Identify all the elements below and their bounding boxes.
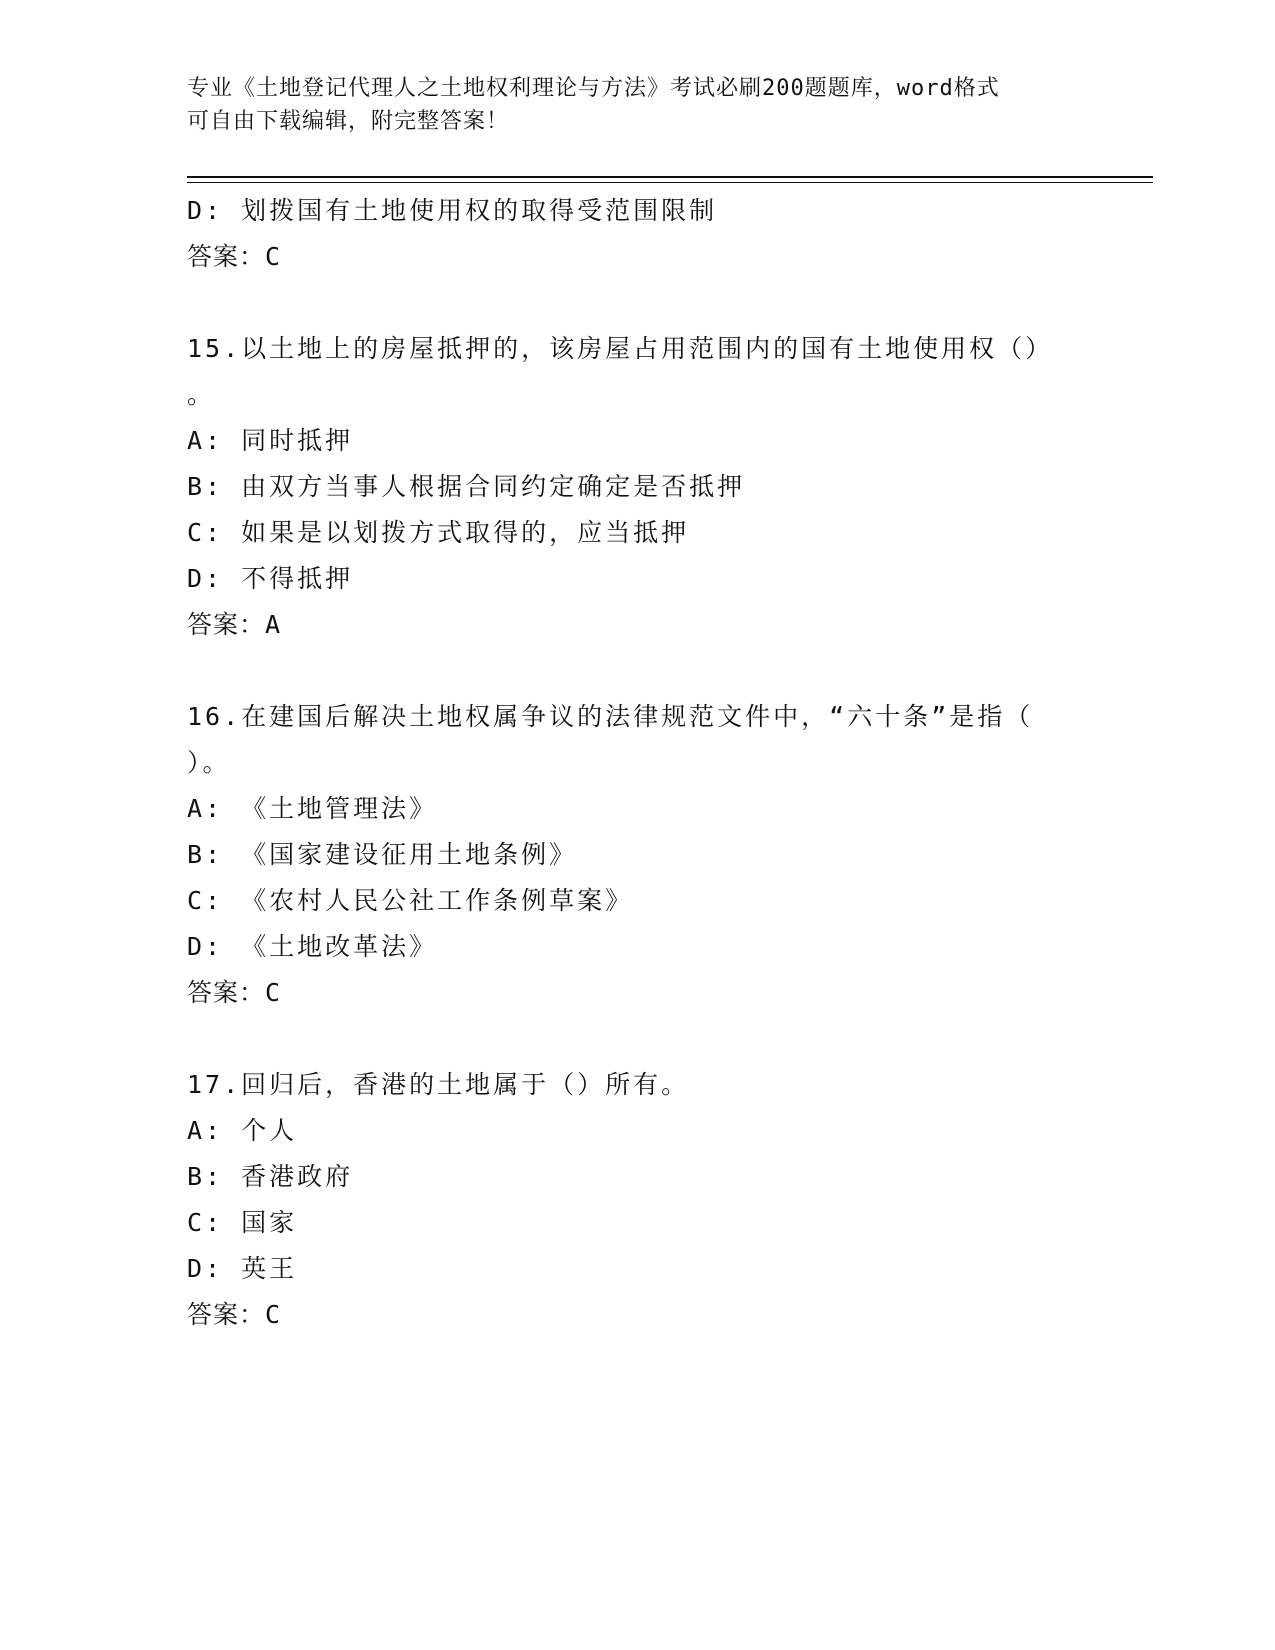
answer-line: 答案：A [187,610,282,639]
question-text: 17.回归后，香港的土地属于（）所有。 [187,1070,690,1099]
header-line-1: 专业《土地登记代理人之土地权利理论与方法》考试必刷200题题库，word格式 [187,76,1000,101]
question-15 [187,326,1087,648]
page-header [187,72,1067,138]
answer-line: 答案：C [187,242,282,271]
option-d: D: 英王 [187,1254,298,1283]
header-divider-thick [187,176,1153,178]
option-c: C: 《农村人民公社工作条例草案》 [187,886,634,915]
previous-question-tail [187,188,1087,280]
option-c: C: 如果是以划拨方式取得的，应当抵押 [187,518,690,547]
question-16 [187,694,1087,1016]
option-d: D: 划拨国有土地使用权的取得受范围限制 [187,196,718,225]
answer-line: 答案：C [187,1300,282,1329]
option-b: B: 《国家建设征用土地条例》 [187,840,578,869]
option-a: A: 同时抵押 [187,426,354,455]
answer-line: 答案：C [187,978,282,1007]
header-divider-thin [187,182,1153,183]
option-d: D: 不得抵押 [187,564,354,593]
question-text-continued: ）。 [187,748,231,777]
header-line-2: 可自由下载编辑，附完整答案！ [187,109,510,134]
option-d: D: 《土地改革法》 [187,932,438,961]
option-a: A: 《土地管理法》 [187,794,438,823]
question-text-continued: 。 [187,380,216,409]
question-text: 15.以土地上的房屋抵押的，该房屋占用范围内的国有土地使用权（） [187,334,1054,363]
question-text: 16.在建国后解决土地权属争议的法律规范文件中，“六十条”是指（ [187,702,1034,731]
option-a: A: 个人 [187,1116,298,1145]
question-content [187,188,1087,1338]
option-b: B: 由双方当事人根据合同约定确定是否抵押 [187,472,746,501]
option-c: C: 国家 [187,1208,298,1237]
question-17 [187,1062,1087,1338]
option-b: B: 香港政府 [187,1162,354,1191]
